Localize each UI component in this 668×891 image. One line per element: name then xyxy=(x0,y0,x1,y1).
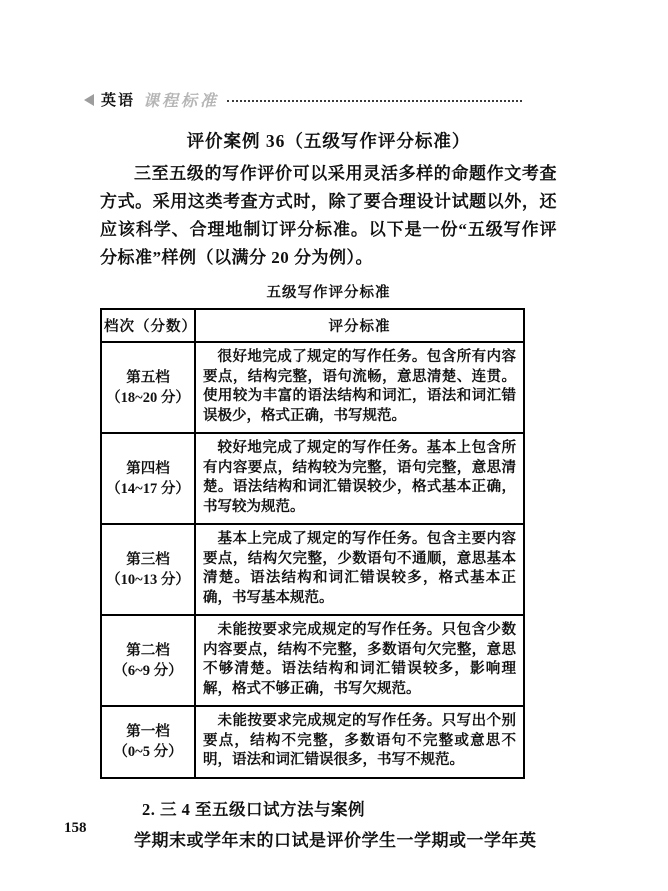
grade-score: （0~5 分） xyxy=(113,743,183,760)
running-head xyxy=(84,88,522,111)
book-label: 英语 xyxy=(101,93,136,109)
scoring-table xyxy=(100,308,525,779)
grade-cell xyxy=(101,706,195,778)
criteria-cell xyxy=(195,433,524,524)
grade-name: 第五档 xyxy=(126,369,170,386)
case-title: 评价案例 36（五级写作评分标准） xyxy=(186,131,471,151)
criteria-text: 较好地完成了规定的写作任务。基本上包含所有内容要点，结构较为完整，语句完整，意思清楚。语法结构和词汇错误较少，格式基本正确，书写较为规范。 xyxy=(203,440,516,515)
grade-name: 第三档 xyxy=(126,551,170,568)
column-header-criteria: 评分标准 xyxy=(195,309,524,342)
grade-name: 第一档 xyxy=(126,723,170,740)
grade-score: （10~13 分） xyxy=(106,571,190,588)
grade-cell xyxy=(101,524,195,615)
page-number: 158 xyxy=(64,820,87,836)
series-label: 课程标准 xyxy=(143,93,220,110)
grade-name: 第二档 xyxy=(126,642,170,659)
header-row xyxy=(101,309,524,342)
table-head xyxy=(101,309,524,342)
triangle-left-icon xyxy=(84,94,94,106)
criteria-cell xyxy=(195,342,524,433)
criteria-text: 很好地完成了规定的写作任务。包含所有内容要点，结构完整，语句流畅，意思清楚、连贯。使用较为丰富的语法结构和词汇，语法和词汇错误极少，格式正确，书写规范。 xyxy=(203,349,516,424)
next-section-paragraph: 学期末或学年末的口试是评价学生一学期或一学年英 xyxy=(134,830,537,850)
grade-score: （6~9 分） xyxy=(113,662,183,679)
grade-cell xyxy=(101,615,195,706)
criteria-text: 基本上完成了规定的写作任务。包含主要内容要点，结构欠完整，少数语句不通顺，意思基本清楚。语法结构和词汇错误较多，格式基本正确，书写基本规范。 xyxy=(203,531,516,606)
grade-score: （18~20 分） xyxy=(106,389,190,406)
column-header-grade: 档次（分数） xyxy=(101,309,195,342)
table-row xyxy=(101,342,524,433)
grade-score: （14~17 分） xyxy=(106,480,190,497)
table-caption: 五级写作评分标准 xyxy=(266,285,391,301)
table-body xyxy=(101,342,524,778)
criteria-cell xyxy=(195,615,524,706)
next-section-heading: 2. 三 4 至五级口试方法与案例 xyxy=(142,799,365,819)
intro-paragraph: 三至五级的写作评价可以采用灵活多样的命题作文考查方式。采用这类考查方式时，除了要合理设计试题以外，还应该科学、合理地制订评分标准。以下是一份“五级写作评分标准”样例（以满分 20 分为例）。 xyxy=(100,164,557,267)
grade-cell xyxy=(101,342,195,433)
table-row xyxy=(101,433,524,524)
table-row xyxy=(101,524,524,615)
dotted-rule xyxy=(227,100,522,102)
criteria-text: 未能按要求完成规定的写作任务。只包含少数内容要点，结构不完整，多数语句欠完整，意思不够清楚。语法结构和词汇错误较多，影响理解，格式不够正确，书写欠规范。 xyxy=(203,622,516,697)
criteria-cell xyxy=(195,706,524,778)
table-row xyxy=(101,706,524,778)
grade-name: 第四档 xyxy=(126,460,170,477)
criteria-cell xyxy=(195,524,524,615)
criteria-text: 未能按要求完成规定的写作任务。只写出个别要点，结构不完整，多数语句不完整或意思不明，语法和词汇错误很多，书写不规范。 xyxy=(203,713,516,768)
main-content xyxy=(100,128,557,855)
grade-cell xyxy=(101,433,195,524)
table-row xyxy=(101,615,524,706)
